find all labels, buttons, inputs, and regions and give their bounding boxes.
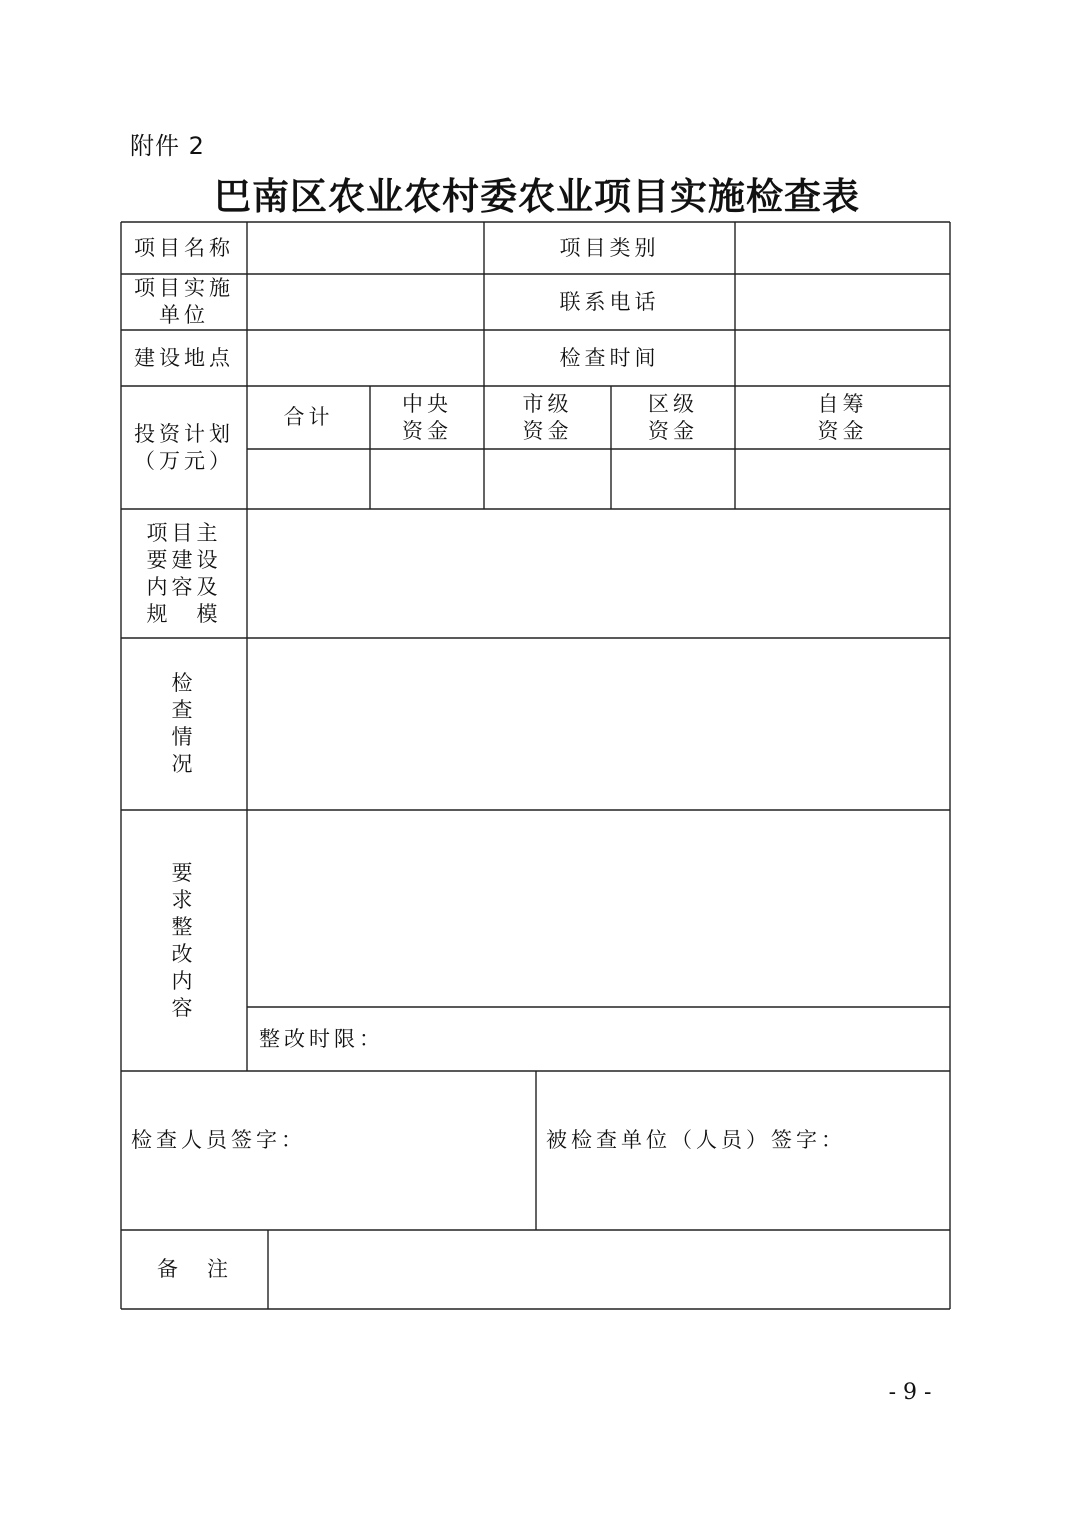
construction-site-field[interactable] (247, 330, 484, 386)
contact-phone-label: 联系电话 (559, 289, 660, 314)
project-category-field[interactable] (735, 222, 950, 274)
investment-plan-label: 投资计划 （万元） (134, 421, 234, 473)
implementing-unit-label: 项目实施 单位 (134, 276, 234, 327)
remarks-field[interactable] (268, 1230, 950, 1309)
self-raised-funds-field[interactable] (735, 449, 950, 509)
inspected-unit-signature-label[interactable]: 被检查单位（人员）签字： (546, 1127, 846, 1152)
rectification-deadline-label[interactable]: 整改时限： (259, 1026, 384, 1051)
page-number: - 9 - (888, 1380, 932, 1405)
central-funds-field[interactable] (370, 449, 484, 509)
main-content-label: 项目主 要建设 内容及 规 模 (146, 520, 222, 626)
self-raised-funds-column-header: 自筹 资金 (817, 391, 868, 443)
district-funds-field[interactable] (611, 449, 735, 509)
attachment-label: 附件 2 (130, 132, 205, 160)
municipal-funds-column-header: 市级 资金 (522, 391, 573, 443)
inspection-status-field[interactable] (247, 638, 950, 810)
remarks-label: 备 注 (157, 1257, 232, 1281)
total-column-header: 合计 (283, 405, 334, 429)
main-content-field[interactable] (247, 509, 950, 638)
project-name-label: 项目名称 (134, 235, 234, 260)
total-funds-field[interactable] (247, 449, 370, 509)
construction-site-label: 建设地点 (134, 345, 234, 370)
implementing-unit-field[interactable] (247, 274, 484, 330)
inspector-signature-label[interactable]: 检查人员签字： (131, 1127, 306, 1152)
contact-phone-field[interactable] (735, 274, 950, 330)
central-funds-column-header: 中央 资金 (402, 391, 452, 443)
rectification-content-field[interactable] (247, 810, 950, 1007)
page-title: 巴南区农业农村委农业项目实施检查表 (214, 175, 860, 218)
rectification-content-label: 要 求 整 改 内 容 (171, 860, 197, 1020)
municipal-funds-field[interactable] (484, 449, 611, 509)
project-category-label: 项目类别 (559, 235, 660, 260)
inspection-status-label: 检 查 情 况 (171, 671, 197, 776)
district-funds-column-header: 区级 资金 (648, 391, 698, 443)
project-name-field[interactable] (247, 222, 484, 274)
inspection-time-field[interactable] (735, 330, 950, 386)
inspection-time-label: 检查时间 (559, 345, 660, 370)
